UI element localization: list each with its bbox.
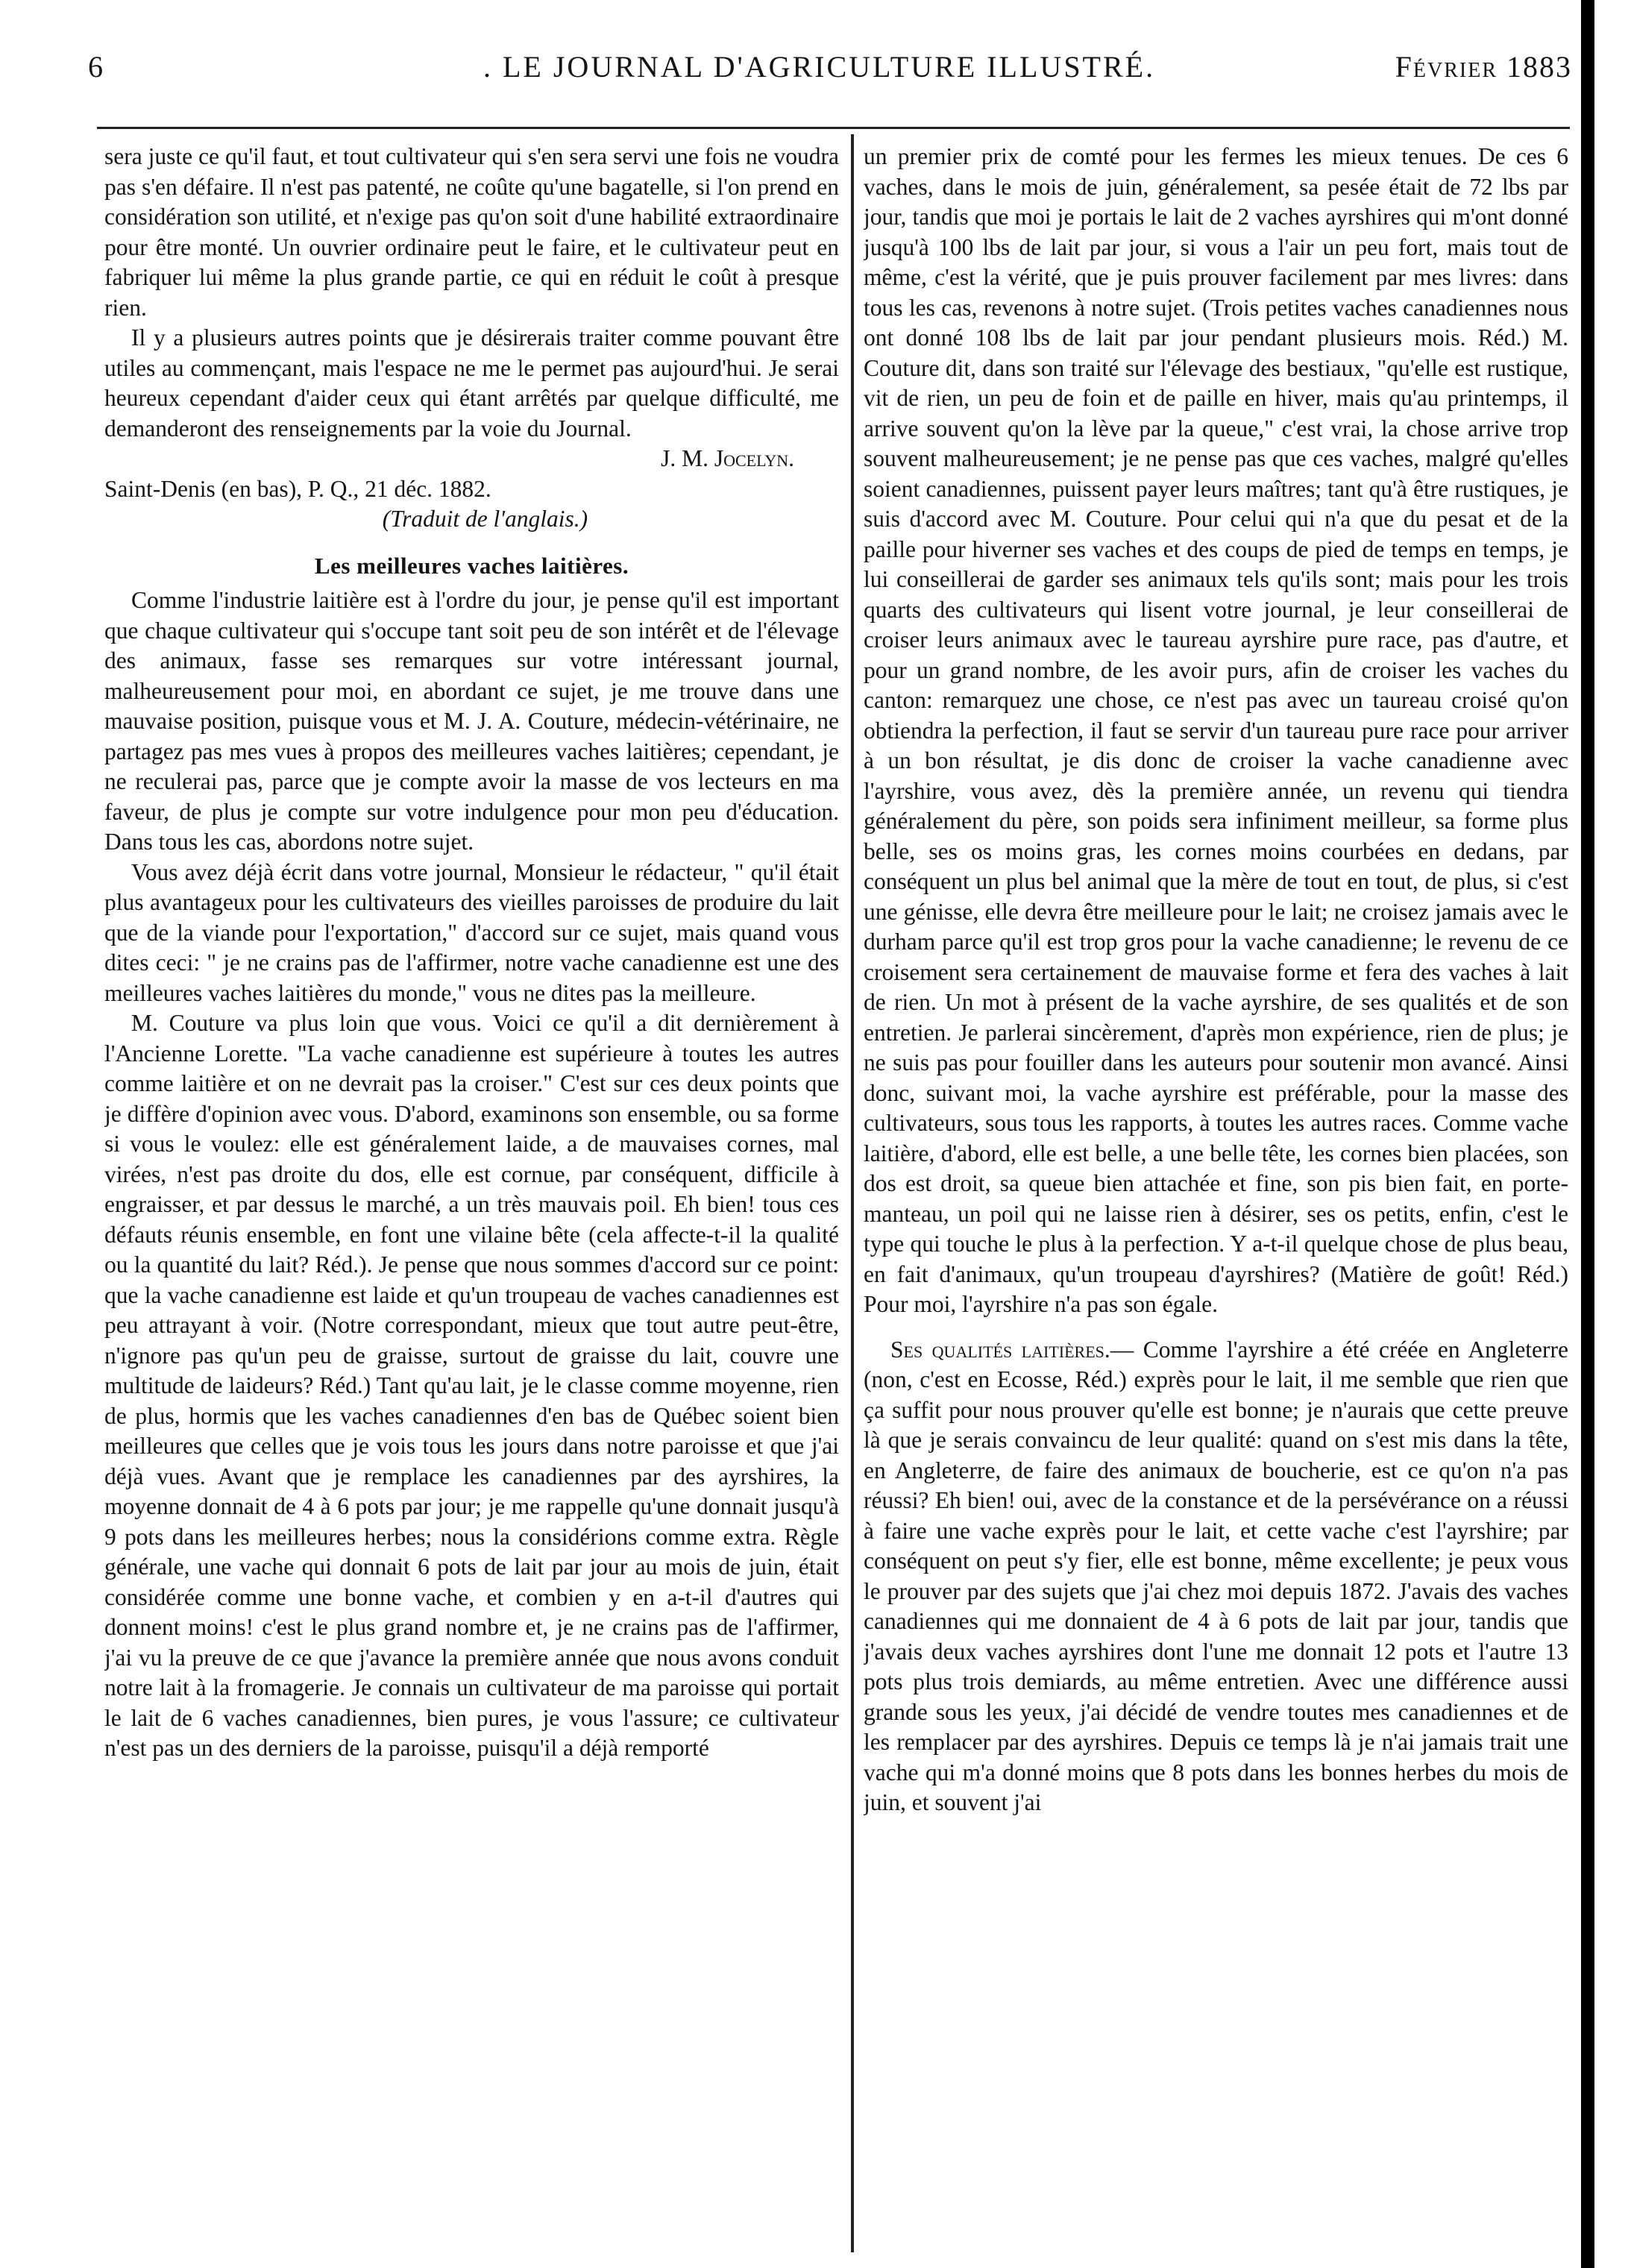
- article-paragraph-5: [864, 1335, 1568, 1818]
- article-paragraph-4: un premier prix de comté pour les fermes les mieux tenues. De ces 6 vaches, dans le mois de juin, généralement, sa pesée était de 72 lbs par jour, tandis que moi je portais le lait de 2 vaches ayrshires qui m'ont donné jusqu'à 100 lbs de lait par jour, si vous a l'air un peu fort, mais tout de même, c'est la vérité, que je puis prouver facilement par mes livres: dans tous les cas, revenons à notre sujet. (Trois petites vaches canadiennes nous ont donné 108 lbs de lait par jour pendant plusieurs mois. Réd.) M. Couture dit, dans son traité sur l'élevage des bestiaux, "qu'elle est rustique, vit de rien, un peu de foin et de paille en hiver, mais qu'au printemps, il arrive souvent qu'on la lève par la queue," c'est vrai, la chose arrive trop souvent malheureusement; je ne pense pas que ces vaches, malgré qu'elles soient canadiennes, puissent payer leurs maîtres; tant qu'à être rustiques, je suis d'accord avec M. Couture. Pour celui qui n'a que du pesat et de la paille pour hiverner ses vaches et des coups de pied de temps en temps, je lui conseillerai de garder ses animaux tels qu'ils sont; mais pour les trois quarts des cultivateurs qui lisent votre journal, je leur conseillerai de croiser leurs animaux avec le taureau ayrshire pure race, pas d'autre, et pour un grand nombre, de les avoir purs, afin de croiser les vaches du canton: remarquez une chose, ce n'est pas avec un taureau croisé qu'on obtiendra la perfection, il faut se servir d'un taureau pure race pour arriver à un bon résultat, je dis donc de croiser la vache canadienne avec l'ayrshire, vous avez, dès la première année, un revenu qui tiendra généralement du père, son poids sera infiniment meilleur, sa forme plus belle, ses os moins gras, les cornes moins courbées en dedans, par conséquent un plus bel animal que la mère de tout en tout, de plus, si c'est une génisse, elle devra être meilleure pour le lait; ne croisez jamais avec le durham parce qu'il est trop gros pour la vache canadienne; le revenu de ce croisement sera certainement de mauvaise forme et fera des vaches à lait de rien. Un mot à présent de la vache ayrshire, de ses qualités et de son entretien. Je parlerai sincèrement, d'après mon expérience, rien de plus; je ne suis pas pour fouiller dans les auteurs pour soutenir mon avancé. Ainsi donc, suivant moi, la vache ayrshire est préférable, pour la masse des cultivateurs, sous tous les rapports, à toutes les autres races. Comme vache laitière, d'abord, elle est belle, a une belle tête, les cornes bien placées, son dos est droit, sa queue bien attachée et fine, son pis bien fait, en porte-manteau, un poil qui ne laisse rien à désirer, ses os petits, enfin, c'est le type qui touche le plus à la perfection. Y a-t-il quelque chose de plus beau, en fait d'animaux, qu'un troupeau d'ayrshires? (Matière de goût! Réd.) Pour moi, l'ayrshire n'a pas son égale.: [864, 143, 1568, 1317]
- column-divider: [851, 134, 854, 2252]
- article-paragraph-1: Comme l'industrie laitière est à l'ordre du jour, je pense qu'il est important que chaque cultivateur qui s'occupe tant soit peu de son intérêt et de l'élevage des animaux, fasse ses remarques sur votre intéressant journal, malheureusement pour moi, en abordant ce sujet, je me trouve dans une mauvaise position, puisque vous et M. J. A. Couture, médecin-vétérinaire, ne partagez pas mes vues à propos des meilleures vaches laitières; cependant, je ne reculerai pas, parce que je compte avoir la masse de vos lecteurs en ma faveur, de plus je compte sur votre indulgence pour mon peu d'éducation. Dans tous les cas, abordons notre sujet.: [104, 587, 839, 855]
- page-number: 6: [88, 50, 104, 84]
- section-lead: Ses qualités laitières.—: [890, 1336, 1134, 1363]
- header-rule: [97, 127, 1570, 129]
- journal-title: . LE JOURNAL D'AGRICULTURE ILLUSTRÉ.: [483, 50, 1156, 84]
- translation-note: (Traduit de l'anglais.): [382, 506, 588, 532]
- author-signature: J. M. Jocelyn.: [661, 445, 794, 471]
- article-paragraph-3: M. Couture va plus loin que vous. Voici ce qu'il a dit dernièrement à l'Ancienne Lorette. "La vache canadienne est supérieure à toutes les autres comme laitière et on ne devrait pas la croiser." C'est sur ces deux points que je diffère d'opinion avec vous. D'abord, examinons son ensemble, ou sa forme si vous le voulez: elle est généralement laide, a de mauvaises cornes, mal virées, n'est pas droite du dos, elle est cornue, par conséquent, difficile à engraisser, et par dessus le marché, a un très mauvais poil. Eh bien! tous ces défauts réunis ensemble, en font une vilaine bête (cela affecte-t-il la qualité ou la quantité du lait? Réd.). Je pense que nous sommes d'accord sur ce point: que la vache canadienne est laide et qu'un troupeau de vaches canadiennes est peu attrayant à voir. (Notre correspondant, mieux que tout autre peut-être, n'ignore pas qu'un peu de graisse, surtout de graisse du lait, couvre une multitude de laideurs? Réd.) Tant qu'au lait, je le classe comme moyenne, rien de plus, hormis que les vaches canadiennes d'en bas de Québec soient bien meilleures que celles que je vois tous les jours dans notre paroisse et que j'ai déjà vues. Avant que je remplace les canadiennes par des ayrshires, la moyenne donnait de 4 à 6 pots par jour; je me rappelle qu'une donnait jusqu'à 9 pots dans les meilleures herbes; nous la considérions comme extra. Règle générale, une vache qui donnait 6 pots de lait par jour au mois de juin, était considérée comme une bonne vache, et combien y en a-t-il d'autres qui donnent moins! c'est le plus grand nombre et, je ne crains pas de l'affirmer, j'ai vu la preuve de ce que j'avance la première année que nous avons conduit notre lait à la fromagerie. Je connais un cultivateur de ma paroisse qui portait le lait de 6 vaches canadiennes, bien pures, je vous l'assure; ce cultivateur n'est pas un des derniers de la paroisse, puisqu'il a déjà remporté: [104, 1010, 839, 1761]
- left-column: [104, 142, 839, 2252]
- section-text: Comme l'ayrshire a été créée en Angleterre (non, c'est en Ecosse, Réd.) exprès pour le lait, il me semble que rien que ça suffit pour nous prouver qu'elle est bonne; je n'aurais que cette preuve là que je serais convaincu de leur qualité: quand on s'est mis dans la tête, en Angleterre, de faire des animaux de boucherie, est ce qu'on n'a pas réussi? Eh bien! oui, avec de la constance et de la persévérance on a réussi à faire une vache exprès pour le lait, et cette vache c'est l'ayrshire; par conséquent on peut s'y fier, elle est bonne, même excellente; je peux vous le prouver par des sujets que j'ai chez moi depuis 1872. J'avais des vaches canadiennes qui me donnaient de 4 à 6 pots de lait par jour, tandis que j'avais deux vaches ayrshires dont l'une me donnait 12 pots et l'autre 13 pots plus trois demiards, au même entretien. Avec une différence aussi grande sous les yeux, j'ai décidé de vendre toutes mes canadiennes et de les remplacer par des ayrshires. Depuis ce temps là je n'ai jamais trait une vache qui m'a donné moins que 8 pots dans les bonnes herbes du mois de juin, et souvent j'ai: [864, 1336, 1568, 1815]
- article-end-paragraph-1: sera juste ce qu'il faut, et tout cultivateur qui s'en sera servi une fois ne voudra pas s'en défaire. Il n'est pas patenté, ne coûte qu'une bagatelle, si l'on prend en considération son utilité, et n'exige pas qu'on soit d'une habilité extraordinaire pour être monté. Un ouvrier ordinaire peut le faire, et le cultivateur peut en fabriquer lui même la plus grande partie, ce qui en réduit le coût à presque rien.: [104, 143, 839, 321]
- article-end-paragraph-2: Il y a plusieurs autres points que je désirerais traiter comme pouvant être utiles au commençant, mais l'espace ne me le permet pas aujourd'hui. Je serai heureux cependant d'aider ceux qui étant arrêtés par quelque difficulté, me demanderont des renseignements par la voie du Journal.: [104, 324, 839, 442]
- page-header: [88, 49, 1572, 98]
- right-column: [864, 142, 1568, 2252]
- place-date-line: Saint-Denis (en bas), P. Q., 21 déc. 1882.: [104, 475, 491, 502]
- article-heading: Les meilleures vaches laitières.: [314, 552, 629, 579]
- issue-date: Février 1883: [1395, 50, 1572, 84]
- article-paragraph-2: Vous avez déjà écrit dans votre journal, Monsieur le rédacteur, " qu'il était plus avantageux pour les cultivateurs des vieilles paroisses de produire du lait que de la viande pour l'exportation," d'accord sur ce sujet, mais quand vous dites ceci: " je ne crains pas de l'affirmer, notre vache canadienne est une des meilleures vaches laitières du monde," vous ne dites pas la meilleure.: [104, 858, 839, 1006]
- scan-edge-bar: [1581, 0, 1594, 2268]
